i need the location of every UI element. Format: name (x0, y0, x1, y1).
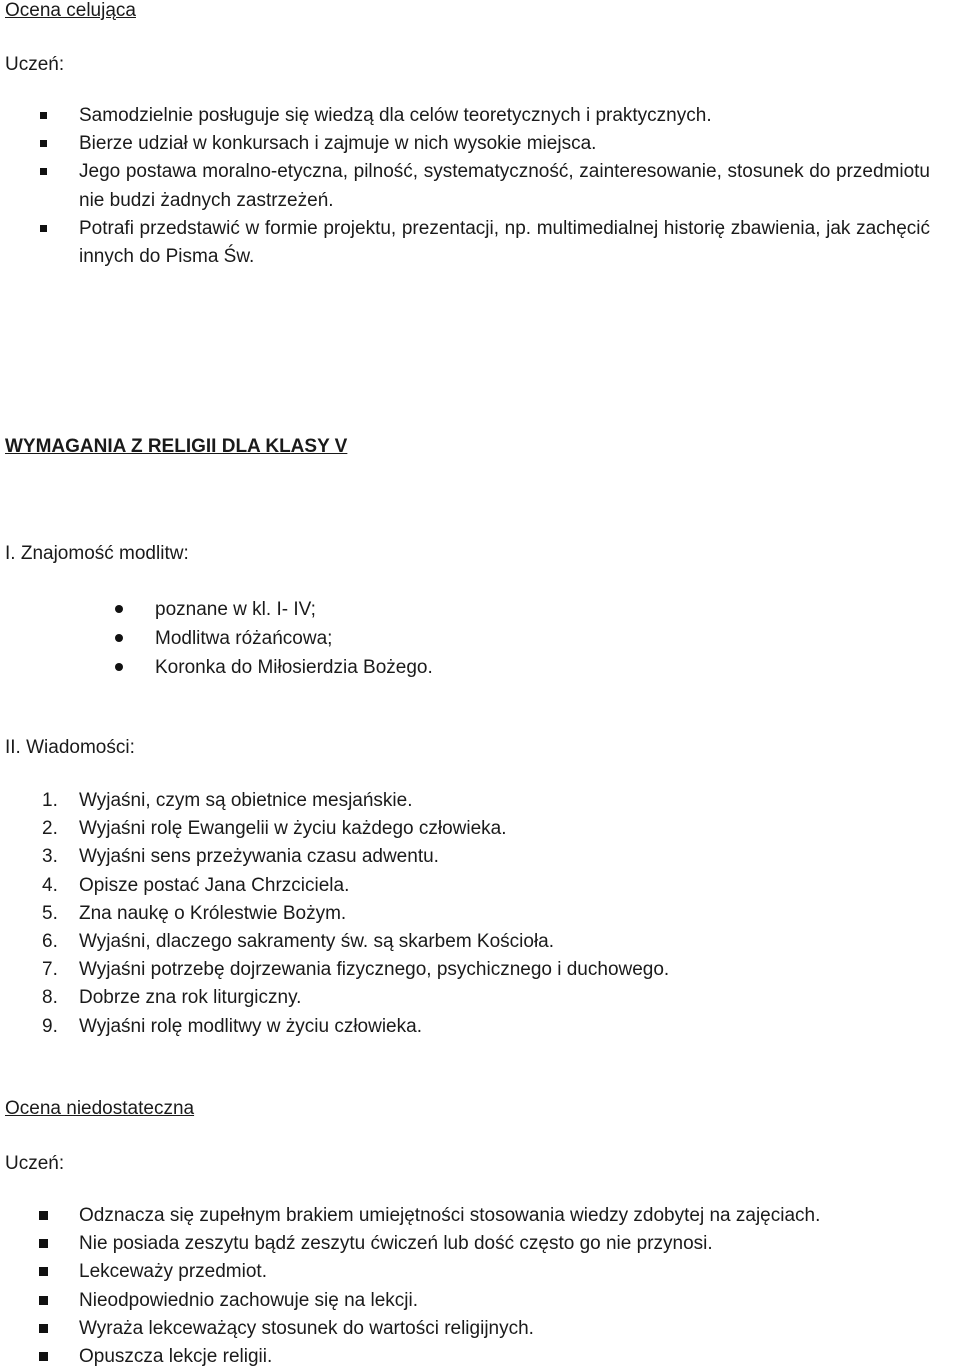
list-item: 7. Wyjaśni potrzebę dojrzewania fizycznego, psychicznego i duchowego. (42, 959, 670, 981)
list-item: poznane w kl. I- IV; (0, 595, 960, 624)
student-label: Uczeń: (5, 54, 65, 75)
round-bullet-icon (115, 663, 123, 671)
list-item: Bierze udział w konkursach i zajmuje w nich wysokie miejsca. (0, 130, 960, 158)
knowledge-list (0, 787, 960, 1041)
list-item: 3. Wyjaśni sens przeżywania czasu adwentu. (42, 846, 439, 868)
list-item: Odznacza się zupełnym brakiem umiejętności stosowania wiedzy zdobytej na zajęciach. (0, 1202, 960, 1230)
square-bullet-icon (39, 1267, 48, 1276)
square-bullet-icon (40, 140, 47, 147)
list-item: Nieodpowiednio zachowuje się na lekcji. (0, 1287, 960, 1315)
list-item: Nie posiada zeszytu bądź zeszytu ćwiczeń lub dość często go nie przynosi. (0, 1230, 960, 1258)
prayers-list (0, 595, 960, 682)
list-item: Koronka do Miłosierdzia Bożego. (0, 653, 960, 682)
prayers-heading: I. Znajomość modlitw: (5, 543, 189, 564)
section-heading-ocena-niedostateczna: Ocena niedostateczna (5, 1098, 195, 1119)
list-item: Lekceważy przedmiot. (0, 1258, 960, 1286)
square-bullet-icon (39, 1211, 48, 1220)
list-item: 8. Dobrze zna rok liturgiczny. (42, 987, 302, 1009)
square-bullet-icon (40, 112, 47, 119)
list-item: 2. Wyjaśni rolę Ewangelii w życiu każdego człowieka. (42, 818, 507, 840)
list-item: 1. Wyjaśni, czym są obietnice mesjańskie. (42, 790, 413, 811)
criteria-list-celujaca (0, 102, 960, 271)
square-bullet-icon (39, 1324, 48, 1333)
list-item: 4. Opisze postać Jana Chrzciciela. (42, 874, 350, 896)
round-bullet-icon (115, 634, 123, 642)
criteria-list-niedostateczna (0, 1202, 960, 1371)
square-bullet-icon (40, 225, 47, 232)
square-bullet-icon (39, 1352, 48, 1361)
requirements-title: WYMAGANIA Z RELIGII DLA KLASY V (5, 436, 348, 457)
section-heading-ocena-celujaca: Ocena celująca (5, 0, 136, 21)
square-bullet-icon (40, 168, 47, 175)
list-item: Wyraża lekceważący stosunek do wartości religijnych. (0, 1315, 960, 1343)
list-item: Modlitwa różańcowa; (0, 624, 960, 653)
list-item: Jego postawa moralno-etyczna, pilność, systematyczność, zainteresowanie, stosunek do przedmiotu nie budzi żadnych zastrzeżeń. (0, 158, 960, 214)
square-bullet-icon (39, 1296, 48, 1305)
list-item: 5. Zna naukę o Królestwie Bożym. (42, 902, 347, 924)
list-item: Potrafi przedstawić w formie projektu, prezentacji, np. multimedialnej historię zbawienia, jak zachęcić innych do Pisma Św. (0, 215, 960, 271)
square-bullet-icon (39, 1239, 48, 1248)
knowledge-heading: II. Wiadomości: (5, 737, 135, 758)
student-label: Uczeń: (5, 1153, 65, 1174)
list-item: 9. Wyjaśni rolę modlitwy w życiu człowieka. (42, 1015, 422, 1037)
list-item: Samodzielnie posługuje się wiedzą dla celów teoretycznych i praktycznych. (0, 102, 960, 130)
list-item: Opuszcza lekcje religii. (0, 1343, 960, 1371)
list-item: 6. Wyjaśni, dlaczego sakramenty św. są skarbem Kościoła. (42, 931, 555, 953)
round-bullet-icon (115, 605, 123, 613)
